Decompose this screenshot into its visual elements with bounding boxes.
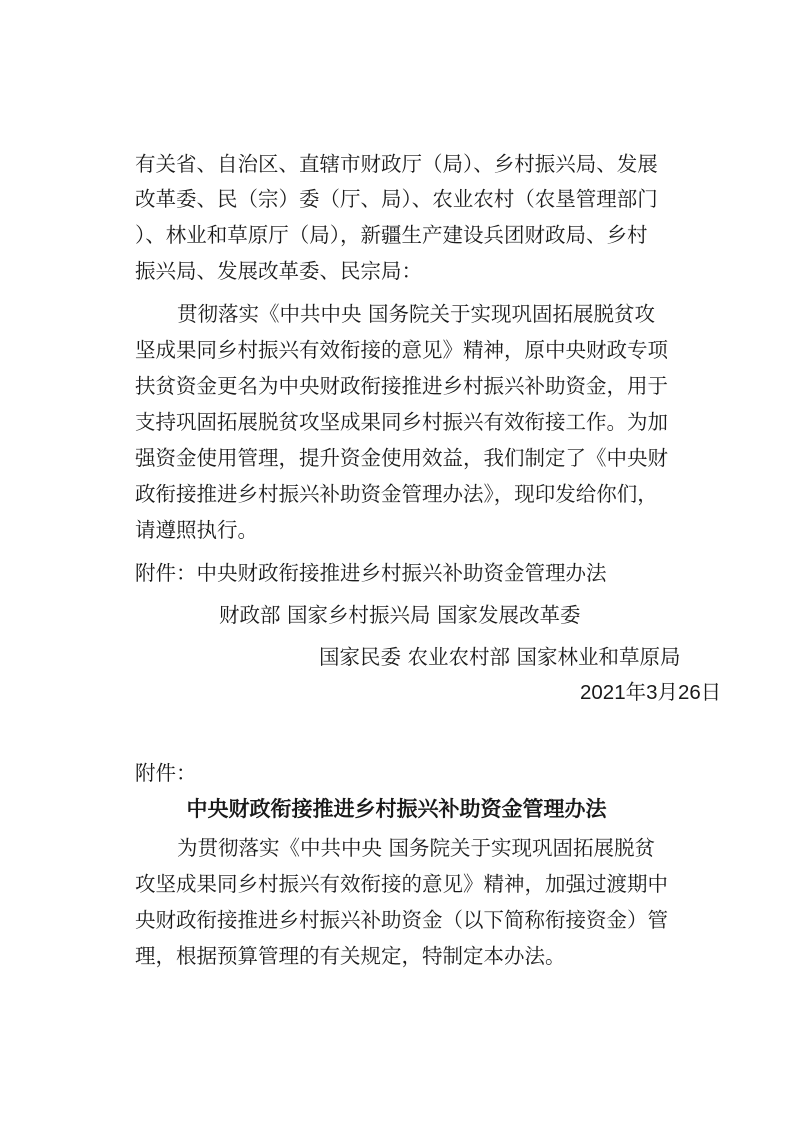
appendix-title: 中央财政衔接推进乡村振兴补助资金管理办法	[186, 796, 607, 821]
body-line: 支持巩固拓展脱贫攻坚成果同乡村振兴有效衔接工作。为加	[135, 410, 668, 434]
appendix-label: 附件：	[135, 761, 197, 785]
body-line: 坚成果同乡村振兴有效衔接的意见》精神，原中央财政专项	[135, 338, 668, 362]
intro-line: 理，根据预算管理的有关规定，特制定本办法。	[135, 944, 566, 968]
body-line: 强资金使用管理，提升资金使用效益，我们制定了《中央财	[135, 446, 668, 470]
date: 2021年3月26日	[580, 681, 722, 704]
body-line: 扶贫资金更名为中央财政衔接推进乡村振兴补助资金，用于	[135, 374, 668, 398]
signatories-line: 国家民委 农业农村部 国家林业和草原局	[319, 645, 681, 669]
intro-line: 攻坚成果同乡村振兴有效衔接的意见》精神，加强过渡期中	[135, 872, 668, 896]
addressee-line: ）、林业和草原厅（局），新疆生产建设兵团财政局、乡村	[135, 223, 648, 247]
addressee-line: 有关省、自治区、直辖市财政厅（局）、乡村振兴局、发展	[135, 152, 658, 176]
body-line: 贯彻落实《中共中央 国务院关于实现巩固拓展脱贫攻	[177, 302, 656, 326]
intro-line: 为贯彻落实《中共中央 国务院关于实现巩固拓展脱贫	[177, 836, 656, 860]
attachment-line: 附件：中央财政衔接推进乡村振兴补助资金管理办法	[135, 561, 607, 585]
body-line: 请遵照执行。	[135, 518, 258, 542]
signatories-line: 财政部 国家乡村振兴局 国家发展改革委	[219, 603, 581, 627]
addressee-line: 改革委、民（宗）委（厅、局）、农业农村（农垦管理部门	[135, 187, 658, 211]
intro-line: 央财政衔接推进乡村振兴补助资金（以下简称衔接资金）管	[135, 908, 668, 932]
body-line: 政衔接推进乡村振兴补助资金管理办法》，现印发给你们，	[135, 482, 658, 506]
addressee-line: 振兴局、发展改革委、民宗局：	[135, 259, 422, 283]
